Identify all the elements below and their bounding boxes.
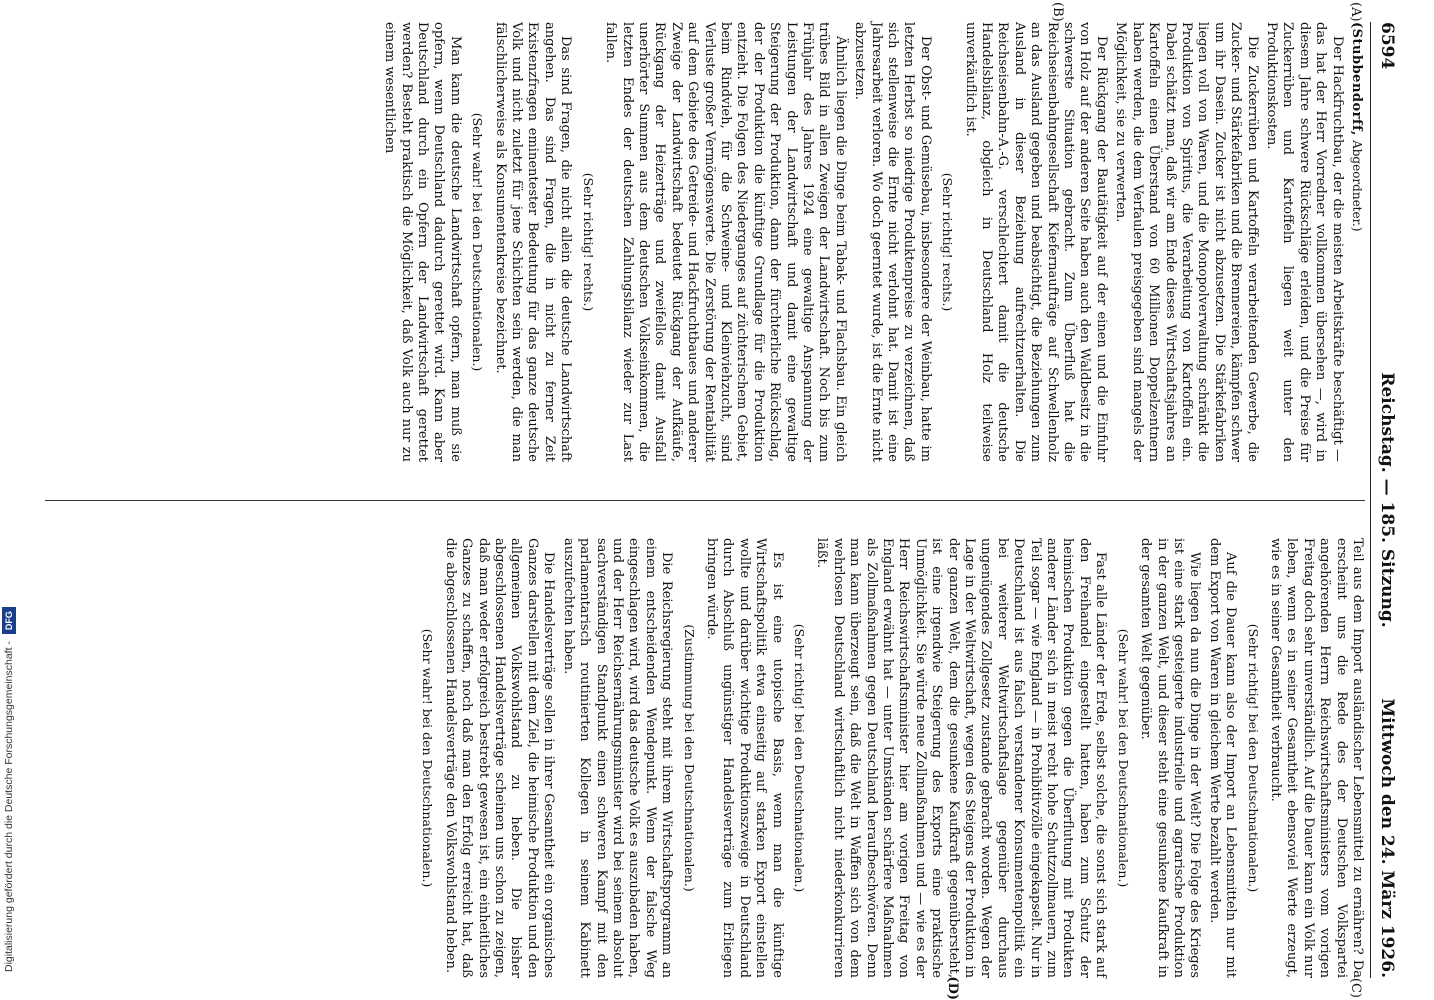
speaker-name: (Stubbendorff, [1349,22,1364,136]
left-column [45,22,1365,462]
paragraph: Das sind Fragen, die nicht allein die deutsche Landwirtschaft angehen. Das sind Fragen, die in nicht zu ferner Zeit Existenzfragen eminentester Bedeutung für das ganze deutsche Volk und nicht zuletzt für jene Schichten sein werden, die man fälschlicherweise als Konsumentenkreise bezeichnet. [492,22,574,462]
interjection: (Sehr wahr! bei den Deutschnationalen.) [1115,628,1131,888]
paragraph: Der Rückgang der Bautätigkeit auf der einen und die Einfuhr von Holz auf der anderen Seite haben auch den Waldbesitz in die schwerste Situation gebracht. Zum Überfluß hat die Reichseisenbahngesellschaft Kiefernaufträge auf Schwellenholz an das Ausland gegeben und beabsichtigt, die Beziehungen zum Ausland in dieser Beziehung aufrechtzuerhalten. Die Reichseisenbahn-A.-G. verschlechtert damit die deutsche Handelsbilanz, obgleich in Deutschland Holz teilweise unverkäuflich ist. [962,22,1109,462]
interjection: (Sehr richtig! rechts.) [940,172,956,312]
margin-mark-c: (C) [1348,977,1363,998]
interjection: (Sehr richtig! bei den Deutschnationalen.) [792,623,807,893]
text-columns [45,2,1365,1000]
paragraph: Teil aus dem Import ausländischer Lebensmittel zu ernähren? Da erscheint uns die Rede des der Deutschen Volkspartei angehörenden Herrn Reichswirtschaftsministers vom vorigen Freitag doch sehr unverständlich. Auf die Dauer kann ein Volk nur leben, wenn es in seiner Gesamtheit ebensoviel Werte erzeugt, wie es in seiner Gesamtheit verbraucht. [1267,538,1365,978]
session-date: Mittwoch den 24. März 1926. [1377,698,1397,978]
margin-mark-d: (D) [945,976,960,1000]
paragraph: Die Reichsregierung steht mit ihrem Wirtschaftsprogramm an einem entscheidenden Wendepunkt. Wenn der falsche Weg eingeschlagen wird, wird das deutsche Volk es auszubaden haben, und der Herr Reichsernährungsminister wird bei seinem absolut sachverständigen Standpunkt einen schweren Kampf mit den parlamentarisch routinierten Kollegen in seinem Kabinett auszufechten haben. [560,538,675,978]
session-title: Reichstag. — 185. Sitzung. [1377,372,1397,628]
paragraph: Auf die Dauer kann also der Import an Lebensmitteln nur mit dem Export von Waren in gleichem Werte bezahlt werden. [1206,538,1239,978]
paragraph: Man kann die deutsche Landwirtschaft opfern, man muß sie opfern, wenn Deutschland dadurch gerettet wird. Kann aber Deutschland durch ein Opfern der Landwirtschaft gerettet werden? Besteht praktisch die Möglichkeit, daß Volk auch nur zu einem wesentlichen [382,22,463,462]
interjection: (Sehr wahr! bei den Deutschnationalen.) [470,112,486,372]
right-column [45,538,1365,978]
interjection: (Sehr richtig! rechts.) [580,172,596,312]
paragraph: Wie liegen da nun die Dinge in der Welt? Die Folge des Krieges ist eine stark gesteigerte industrielle und agrarische Produktion in der ganzen Welt, und dieser steht eine gesunkene Kaufkraft in der gesamten Welt gegenüber. [1138,538,1203,978]
digitization-credit [0,0,16,1000]
paragraph: Der Obst- und Gemüsebau, insbesondere der Weinbau, hatte im letzten Herbst so niedrige Produktenpreise zu verzeichnen, daß sich stellenweise die Ernte nicht verlohnt hat. Damit ist eine Jahresarbeit verloren. Wo doch geerntet wurde, ist die Ernte nicht abzusetzen. [852,22,933,462]
interjection: (Sehr richtig! bei den Deutschnationalen.) [1245,623,1261,893]
margin-mark-a: (A) [1348,2,1363,22]
margin-mark-b: (B) [1050,2,1065,22]
dfg-logo: DFG [2,607,16,634]
paragraph: Ähnlich liegen die Dinge beim Tabak- und Flachsbau. Ein gleich trübes Bild in allen Zweigen der Landwirtschaft. Noch bis zum Frühjahr des Jahres 1924 eine gewaltige Anspannung der Leistungen der Landwirtschaft und damit eine gewaltige Steigerung der Produktion, dann der fürchterliche Rückschlag, der der Produktion die künftige Grundlage für die Produktion entzieht. Die Folgen des Niederganges auf züchterischem Gebiet, beim Rindvieh, für die Schweine- und Kleinviehzucht, sind Verluste großer Vermögenswerte. Die Zerstörung der Rentabilität auf dem Gebiete des Getreide- und Hackfruchtbaues und anderer Zweige der Landwirtschaft bedeutet Rückgang der Aufkäufe, Rückgang der Heizerträge und zweifellos damit Ausfall unerhörter Summen aus dem deutschen Volkseinkommen, die letzten Endes der deutschen Zahlungsbilanz wieder zur Last fallen. [603,22,848,462]
credit-text: Digitalisierung gefördert durch die Deutsche Forschungsgemeinschaft - [3,641,15,972]
page-header [1370,22,1397,978]
interjection: (Zustimmung bei den Deutschnationalen.) [681,624,697,892]
speaker-party: Abgeordneter.) [1350,140,1364,232]
page-number: 6594 [1377,22,1397,70]
interjection: (Sehr wahr! bei den Deutschnationalen.) [420,628,436,888]
paragraph: Es ist eine utopische Basis, wenn man die künftige Wirtschaftspolitik etwa einseitig auf starken Export einstellen wollte und darüber wichtige Produktionszweige in Deutschland durch Abschluß ungünstiger Handelsverträge zum Erliegen bringen würde. [703,538,785,978]
paragraph: Der Hackfruchtbau, der die meisten Arbeitskräfte beschäftigt — das hat der Herr Vorredner vollkommen übersehen —, wird in diesem Jahre schwere Rückschläge erleiden, und die Preise für Zuckerrüben und Kartoffeln liegen weit unter den Produktionskosten. [1263,22,1345,462]
speaker-line [1348,22,1365,462]
paragraph: Fast alle Länder der Erde, selbst solche, die sonst sich stark auf den Freihandel eingestellt hatten, haben zum Schutz der heimischen Produktion gegen die Überflutung mit Produkten anderer Länder sich in meist recht hohe Schutzzollmauern, zum Teil sogar — wie England — in Prohibitivzölle eingekapselt. Nur in Deutschland ist aus falsch verstandener Konsumentenpolitik ein bei weiterer Weltwirtschaftslage gegenüber durchaus ungenügendes Zollgesetz zustande gebracht worden. Wegen der Lage in der Weltwirtschaft, wegen des Steigens der Produktion in der ganzen Welt, dem die gesunkene Kaufkraft gegenübersteht, ist eine irgendwie Steigerung des Exports eine praktische Unmöglichkeit. Sie würde neue Zollmaßnahmen und — wie es der Herr Reichswirtschaftsminister hier am vorigen Freitag von England erwähnt hat — unter Umständen schärfere Maßnahmen als Zollmaßnahmen gegen Deutschland heraufbeschwören. Denn man kann überzeugt sein, daß die Welt in Waffen sich von dem wehrlosen Deutschland wirtschaftlich nicht niederkonkurrieren läßt. [814,538,1109,978]
paragraph: Die Handelsverträge sollen in ihrer Gesamtheit ein organisches Ganzes darstellen mit dem Ziel, die heimische Produktion und den allgemeinen Volkswohlstand zu heben. Die bisher abgeschlossenen Handelsverträge scheinen uns schon zu zeigen, daß man weder erfolgreich bestrebt gewesen ist, ein einheitliches Ganzes zu schaffen, noch daß man den Erfolg erreicht hat, daß die abgeschlossenen Handelsverträge den Volkswohlstand heben. [442,538,557,978]
paragraph: Die Zuckerrüben und Kartoffeln verarbeitenden Gewerbe, die Zucker- und Stärkefabriken und die Brennereien, kämpfen schwer um ihr Dasein. Zucker ist nicht abzusetzen. Die Stärkefabriken liegen voll von Waren, und die Monopolverwaltung schränkt die Produktion von Spiritus, die Verarbeitung von Kartoffeln ein. Dabei schätzt man, daß wir am Ende dieses Wirtschaftsjahres an Kartoffeln einen Überstand von 60 Millionen Doppelzentnern haben werden, die dem Verfaulen preisgegeben sind mangels der Möglichkeit, sie zu verwerten. [1113,22,1260,462]
column-divider [45,500,1365,501]
newspaper-page [25,0,1415,1000]
